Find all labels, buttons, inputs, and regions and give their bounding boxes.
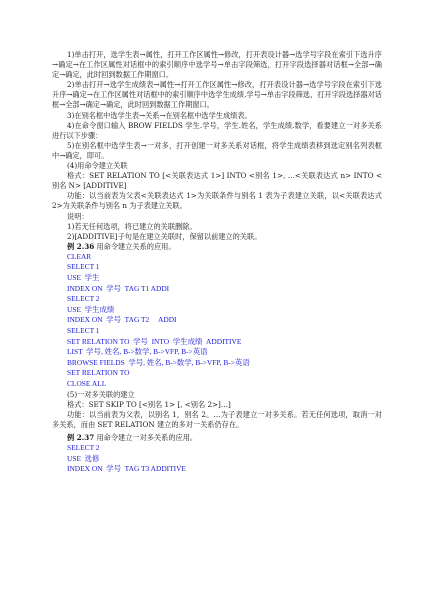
code-line: CLEAR [67,251,92,261]
code-line: BROWSE FIELDS 学号, 姓名, B->数学, B->VFP, B->英语 [67,357,250,367]
code-line: CLOSE ALL [67,379,107,388]
code-line: USE 选修 [67,453,100,463]
code-block-1 [52,252,382,390]
code-line: SELECT 2 [67,443,100,453]
example-number: 例 2.37 [67,432,95,442]
example-number: 例 2.36 [67,241,95,251]
note-label: 说明： [67,211,89,221]
example-title: 用命令建立一对多关系的应用。 [94,432,198,442]
code-line: SET RELATION TO [67,368,130,378]
step-1-text: 1)单击打开，选学生表→属性，打开工作区属性→修改，打开表设计器→选学号字段在索引下选升序→确定→在工作区属性对话框中的索引顺序中选学号→单击字段筛选，打开字段选择器对话框→全部→确定→确定，此时回到数据工作期窗口。 [52,50,382,80]
code-line: INDEX ON 学号 TAG T2 ADDI [67,315,177,325]
step-3-text: 3)在别名框中选学生表→关系→在别名框中选学生成绩表。 [67,110,252,120]
function-2-text: 功能：以当前表为父表，以别名 1，别名 2。…为子表建立一对多关系。若无任何选项，取消一对多关系，而由 SET RELATION 建立的多对一关系仍存在。 [52,409,382,429]
note-2-text: 2)[ADDITIVE]子句是在建立关联时，保留以前建立的关联。 [67,231,262,241]
step-5-text: 5)在别名框中选学生表→一对多，打开创建一对多关系对话框，将学生成绩表移到选定别名列表框中→确定，即可。 [52,140,382,160]
function-1-text: 功能：以当前表为父表<关联表达式 1>为关联条件与别名 1 表为子表建立关联，以<关联表达式 2>为关联条件与别名 n 为子表建立关联。 [52,191,382,211]
code-line: LIST 学号, 姓名, B->数学, B->VFP, B->英语 [67,347,208,357]
code-block-2 [52,443,382,475]
code-line: INDEX ON 学号 TAG T3 ADDITIVE [67,464,186,474]
example-title: 用命令建立关系的应用。 [94,241,176,251]
code-line: SELECT 2 [67,294,100,304]
code-line: SET RELATION TO 学号 INTO 学生成绩 ADDITIVE [67,336,242,346]
code-line: INDEX ON 学号 TAG T1 ADDI [67,283,170,293]
step-2-text: 2)单击打开→选学生成绩表→属性→打开工作区属性→修改，打开表设计器→选学号字段在索引下选升序→确定→在工作区属性对话框中的索引顺序中选学生成绩.学号→单击字段筛选，打开字段选择器对话框→全部→确定→确定，此时回到数据工作期窗口。 [52,80,382,110]
format-1-text: 格式：SET RELATION TO [<关联表达式 1>] INTO <别名 1>, …<关联表达式 n> INTO <别名 N> [ADDITIVE] [52,171,382,191]
section-5-heading: (5)一对多关联的建立 [67,389,135,399]
example-2-36-heading [52,242,382,252]
format-2-text: 格式：SET SKIP TO [<别名 1> [, <别名 2>]…] [67,399,231,409]
document-page [52,50,382,475]
code-line: SELECT 1 [67,262,100,272]
step-4-text: 4)在命令窗口输入 BROW FIELDS 学生.学号，学生.姓名，学生成绩.数学，看要建立一对多关系进行以下步骤： [52,120,382,140]
code-line: SELECT 1 [67,326,100,336]
example-2-37-heading [52,433,382,443]
code-line: USE 学生 [67,273,100,283]
section-4-heading: (4)用命令建立关联 [67,161,128,171]
note-1-text: 1)若无任何选项，将已建立的关联删除。 [67,221,197,231]
code-line: USE 学生成绩 [67,304,115,314]
